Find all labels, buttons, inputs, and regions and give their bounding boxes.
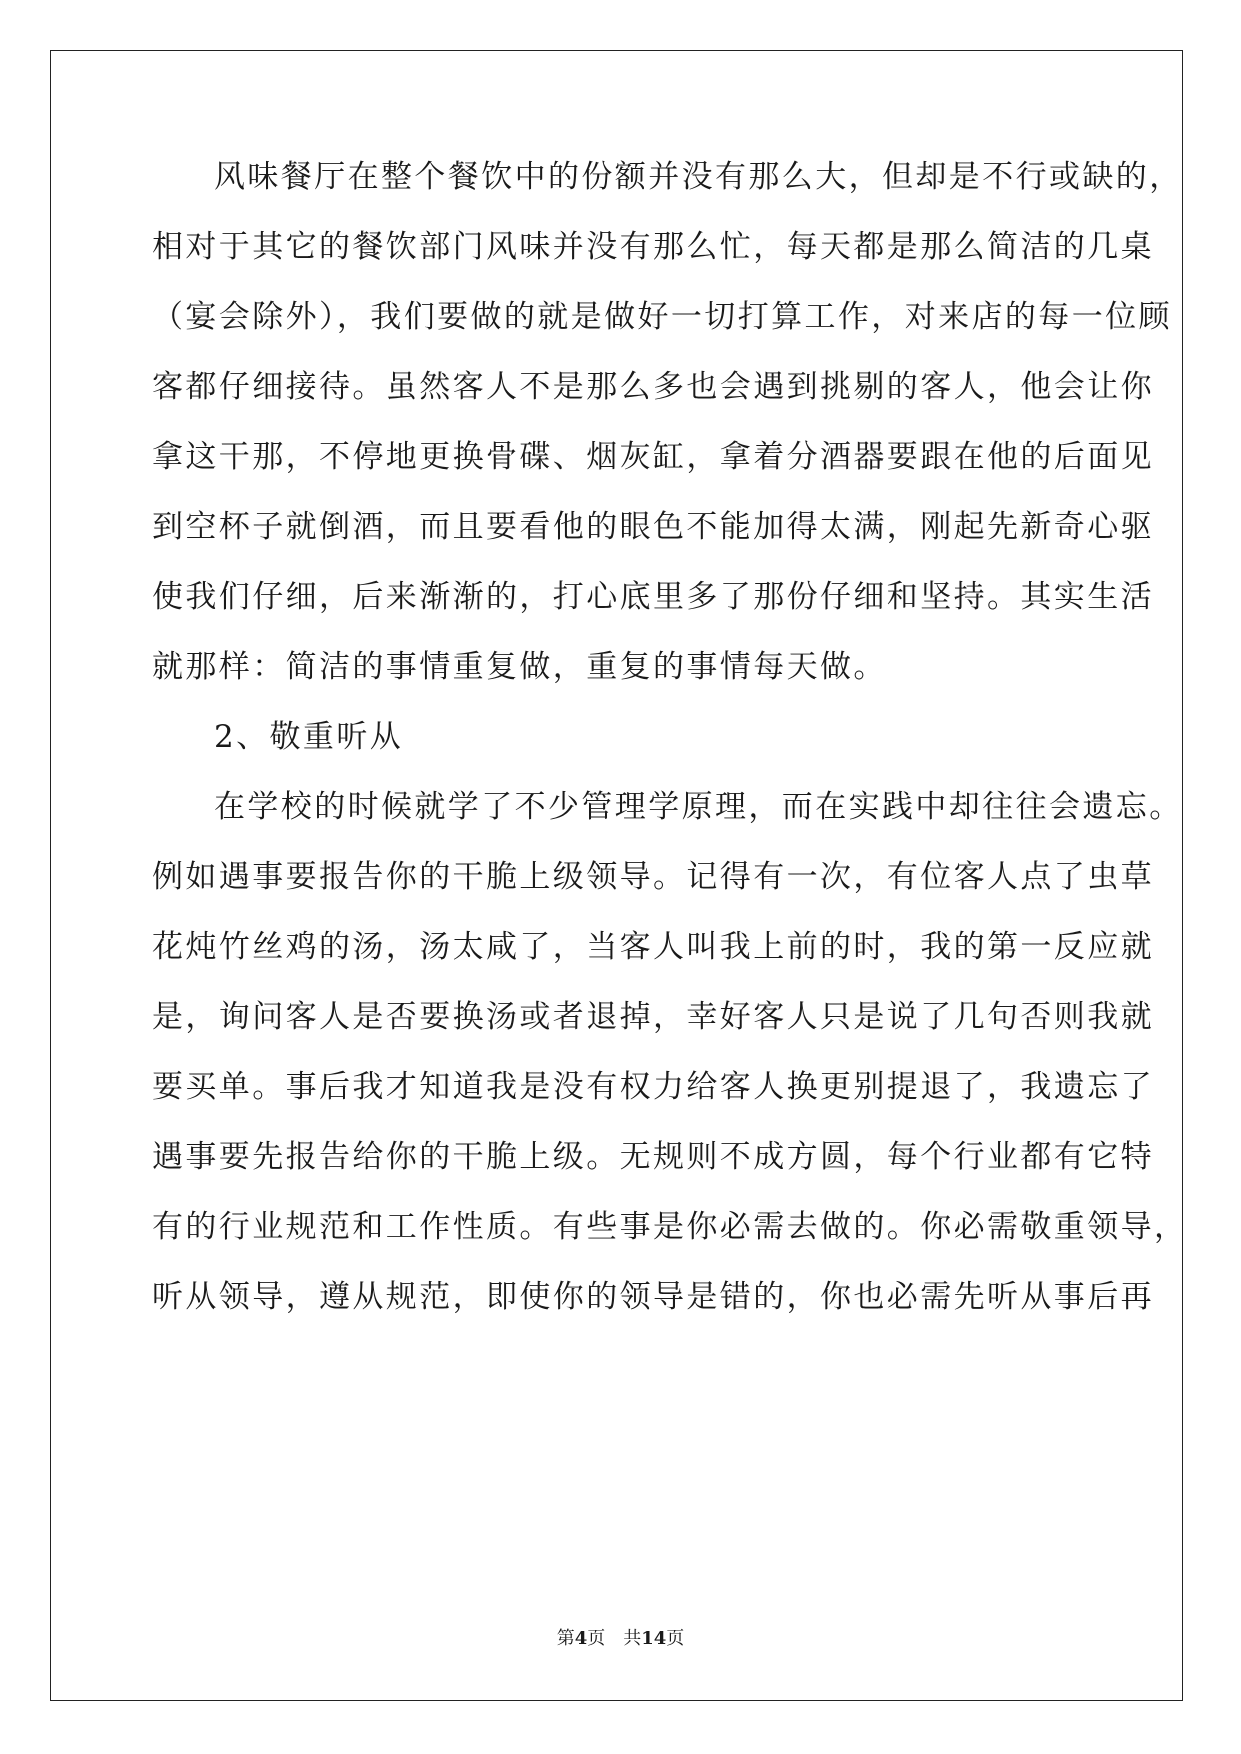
paragraph-line: 到空杯子就倒酒，而且要看他的眼色不能加得太满，刚起先新奇心驱 [152,509,1154,545]
paragraph-line: 有的行业规范和工作性质。有些事是你必需去做的。你必需敬重领导， [152,1209,1188,1245]
section-heading: 2、敬重听从 [214,719,404,755]
paragraph-line: 是，询问客人是否要换汤或者退掉，幸好客人只是说了几句否则我就 [152,999,1154,1035]
footer-total-prefix: 共 [623,1628,642,1649]
paragraph-line: 例如遇事要报告你的干脆上级领导。记得有一次，有位客人点了虫草 [152,859,1154,895]
paragraph-line: 听从领导，遵从规范，即使你的领导是错的，你也必需先听从事后再 [152,1279,1154,1315]
paragraph-line: 相对于其它的餐饮部门风味并没有那么忙，每天都是那么简洁的几桌 [152,229,1154,265]
footer-page-prefix: 第 [556,1628,575,1649]
paragraph-line: 遇事要先报告给你的干脆上级。无规则不成方圆，每个行业都有它特 [152,1139,1154,1175]
paragraph-line: （宴会除外），我们要做的就是做好一切打算工作，对来店的每一位顾 [152,299,1172,335]
paragraph-line: 要买单。事后我才知道我是没有权力给客人换更别提退了，我遗忘了 [152,1069,1154,1105]
footer-total-pages: 14 [641,1628,667,1649]
paragraph-line: 就那样：简洁的事情重复做，重复的事情每天做。 [152,649,887,685]
paragraph-line: 拿这干那，不停地更换骨碟、烟灰缸，拿着分酒器要跟在他的后面见 [152,439,1154,475]
paragraph-line: 客都仔细接待。虽然客人不是那么多也会遇到挑剔的客人，他会让你 [152,369,1154,405]
paragraph-line: 在学校的时候就学了不少管理学原理，而在实践中却往往会遗忘。 [214,789,1183,825]
paragraph-line: 花炖竹丝鸡的汤，汤太咸了，当客人叫我上前的时，我的第一反应就 [152,929,1154,965]
footer-page-suffix: 页 [587,1628,606,1649]
footer-total-suffix: 页 [666,1628,685,1649]
footer-page-number: 4 [574,1628,588,1649]
paragraph-line: 使我们仔细，后来渐渐的，打心底里多了那份仔细和坚持。其实生活 [152,579,1154,615]
page-footer [0,1627,1241,1651]
paragraph-line: 风味餐厅在整个餐饮中的份额并没有那么大，但却是不行或缺的， [214,159,1183,195]
